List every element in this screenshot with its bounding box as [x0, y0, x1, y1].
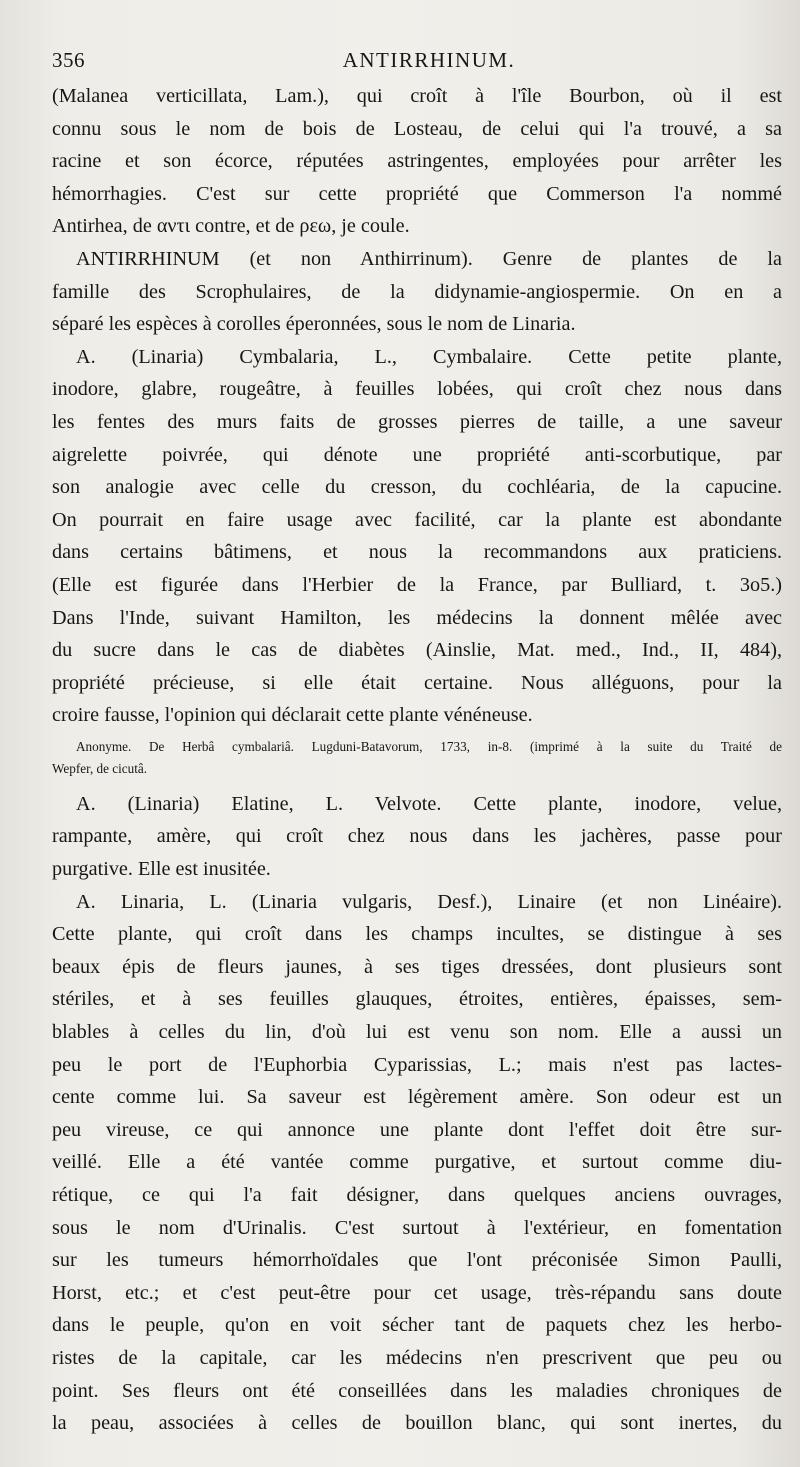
page-number: 356: [52, 48, 85, 72]
text-line: croire fausse, l'opinion qui déclarait cette plante vénéneuse.: [52, 704, 533, 727]
text-line: A. (Linaria) Cymbalaria, L., Cymbalaire. Cette petite plante,: [76, 345, 782, 368]
text-line: famille des Scrophulaires, de la didynamie-angiospermie. On en a: [52, 280, 782, 303]
text-line: la peau, associées à celles de bouillon blanc, qui sont inertes, du: [52, 1412, 782, 1435]
text-line: rampante, amère, qui croît chez nous dans les jachères, passe pour: [52, 825, 782, 848]
bibliography-line: Anonyme. De Herbâ cymbalariâ. Lugduni-Batavorum, 1733, in-8. (imprimé à la suite du Traité de: [76, 738, 782, 754]
text-line: sous le nom d'Urinalis. C'est surtout à l'extérieur, en fomentation: [52, 1216, 782, 1239]
text-line: dans certains bâtimens, et nous la recommandons aux praticiens.: [52, 541, 782, 564]
page-body: [52, 80, 782, 1440]
bibliography-line: Wepfer, de cicutâ.: [52, 760, 148, 776]
text-line: aigrelette poivrée, qui dénote une propriété anti-scorbutique, par: [52, 443, 782, 466]
text-line: On pourrait en faire usage avec facilité, car la plante est abondante: [52, 508, 782, 531]
text-line: purgative. Elle est inusitée.: [52, 858, 271, 881]
paragraph-elatine: [52, 788, 782, 886]
text-line: connu sous le nom de bois de Losteau, de celui qui l'a trouvé, a sa: [52, 117, 782, 140]
text-line: propriété précieuse, si elle était certaine. Nous alléguons, pour la: [52, 671, 782, 694]
text-line: (Elle est figurée dans l'Herbier de la France, par Bulliard, t. 3o5.): [52, 573, 782, 596]
text-line: stériles, et à ses feuilles glauques, étroites, entières, épaisses, sem-: [52, 988, 782, 1011]
paragraph-linaria: [52, 886, 782, 1440]
text-line: inodore, glabre, rougeâtre, à feuilles lobées, qui croît chez nous dans: [52, 378, 782, 401]
text-line: A. Linaria, L. (Linaria vulgaris, Desf.), Linaire (et non Linéaire).: [76, 890, 782, 913]
text-line: racine et son écorce, réputées astringentes, employées pour arrêter les: [52, 150, 782, 173]
text-line: du sucre dans le cas de diabètes (Ainslie, Mat. med., Ind., II, 484),: [52, 639, 782, 662]
text-line: sur les tumeurs hémorrhoïdales que l'ont préconisée Simon Paulli,: [52, 1249, 782, 1272]
text-line: Antirhea, de αντι contre, et de ρεω, je coule.: [52, 215, 410, 238]
bibliography-note: [52, 736, 782, 780]
text-line: (Malanea verticillata, Lam.), qui croît à l'île Bourbon, où il est: [52, 85, 782, 107]
text-line: les fentes des murs faits de grosses pierres de taille, a une saveur: [52, 410, 782, 433]
paragraph-cymbalaria: [52, 341, 782, 732]
text-line: point. Ses fleurs ont été conseillées dans les maladies chroniques de: [52, 1379, 782, 1402]
text-line: Dans l'Inde, suivant Hamilton, les médecins la donnent mêlée avec: [52, 606, 782, 629]
text-line: cente comme lui. Sa saveur est légèrement amère. Son odeur est un: [52, 1086, 782, 1109]
text-line: A. (Linaria) Elatine, L. Velvote. Cette plante, inodore, velue,: [76, 792, 782, 815]
text-line: Cette plante, qui croît dans les champs incultes, se distingue à ses: [52, 923, 782, 946]
page-header: [52, 44, 782, 78]
running-head: ANTIRRHINUM.: [342, 48, 516, 72]
text-line: blables à celles du lin, d'où lui est venu son nom. Elle a aussi un: [52, 1021, 782, 1044]
text-line: ristes de la capitale, car les médecins n'en prescrivent que peu ou: [52, 1346, 782, 1369]
paragraph-malanea: [52, 80, 782, 243]
text-line: peu le port de l'Euphorbia Cyparissias, L.; mais n'est pas lactes-: [52, 1053, 782, 1076]
text-line: veillé. Elle a été vantée comme purgative, et surtout comme diu-: [52, 1151, 782, 1174]
paragraph-antirrhinum-genus: [52, 243, 782, 341]
text-line: peu vireuse, ce qui annonce une plante dont l'effet doit être sur-: [52, 1118, 782, 1141]
text-line: séparé les espèces à corolles éperonnées, sous le nom de Linaria.: [52, 313, 576, 336]
text-line: ANTIRRHINUM (et non Anthirrinum). Genre de plantes de la: [76, 247, 782, 270]
text-line: Horst, etc.; et c'est peut-être pour cet usage, très-répandu sans doute: [52, 1281, 782, 1304]
text-line: hémorrhagies. C'est sur cette propriété que Commerson l'a nommé: [52, 182, 782, 205]
text-line: beaux épis de fleurs jaunes, à ses tiges dressées, dont plusieurs sont: [52, 955, 782, 978]
text-line: son analogie avec celle du cresson, du cochléaria, de la capucine.: [52, 476, 782, 499]
text-line: rétique, ce qui l'a fait désigner, dans quelques anciens ouvrages,: [52, 1184, 782, 1206]
text-line: dans le peuple, qu'on en voit sécher tant de paquets chez les herbo-: [52, 1314, 782, 1337]
